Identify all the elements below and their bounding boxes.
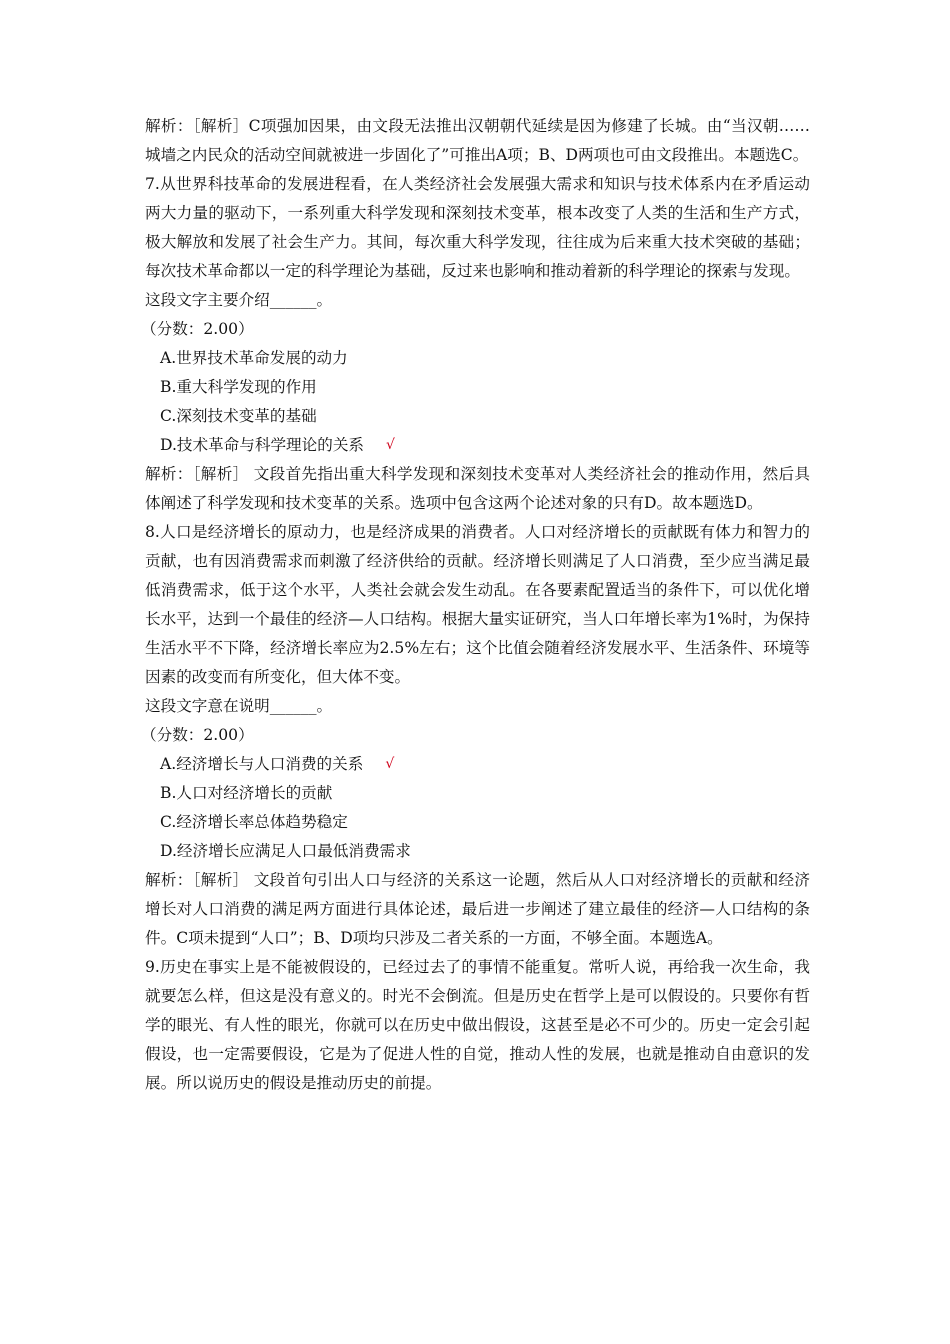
q7-option-d[interactable] xyxy=(145,431,810,460)
q8-option-d-label: D.经济增长应满足人口最低消费需求 xyxy=(160,842,411,860)
q8-option-a-label: A.经济增长与人口消费的关系 xyxy=(160,755,364,773)
q8-option-b[interactable] xyxy=(145,779,810,808)
q7-option-c-label: C.深刻技术变革的基础 xyxy=(160,407,317,425)
q7-option-b-label: B.重大科学发现的作用 xyxy=(160,378,317,396)
q7-question: 这段文字主要介绍______。 xyxy=(145,291,333,309)
q8-analysis: 解析：［解析］ 文段首句引出人口与经济的关系这一论题，然后从人口对经济增长的贡献和经济增长对人口消费的满足两方面进行具体论述，最后进一步阐述了建立最佳的经济—人口结构的条件。C项未提到“人口”；B、D项均只涉及二者关系的一方面，不够全面。本题选A。 xyxy=(145,871,810,947)
q7-stem: 7.从世界科技革命的发展进程看，在人类经济社会发展强大需求和知识与技术体系内在矛盾运动两大力量的驱动下，一系列重大科学发现和深刻技术变革，根本改变了人类的生活和生产方式，极大解放和发展了社会生产力。其间，每次重大科学发现，往往成为后来重大技术突破的基础；每次技术革命都以一定的科学理论为基础，反过来也影响和推动着新的科学理论的探索与发现。 xyxy=(145,175,810,280)
q8-option-c-label: C.经济增长率总体趋势稳定 xyxy=(160,813,348,831)
q8-score: （分数：2.00） xyxy=(141,726,254,744)
q7-score: （分数：2.00） xyxy=(141,320,254,338)
q8-question: 这段文字意在说明______。 xyxy=(145,697,333,715)
document-page xyxy=(141,112,810,1098)
q8-option-a[interactable] xyxy=(145,750,810,779)
q8-option-b-label: B.人口对经济增长的贡献 xyxy=(160,784,333,802)
q7-analysis: 解析：［解析］ 文段首先指出重大科学发现和深刻技术变革对人类经济社会的推动作用，然后具体阐述了科学发现和技术变革的关系。选项中包含这两个论述对象的只有D。故本题选D。 xyxy=(145,465,810,512)
q8-option-d[interactable] xyxy=(145,837,810,866)
q9-stem: 9.历史在事实上是不能被假设的，已经过去了的事情不能重复。常听人说，再给我一次生命，我就要怎么样，但这是没有意义的。时光不会倒流。但是历史在哲学上是可以假设的。只要你有哲学的眼光、有人性的眼光，你就可以在历史中做出假设，这甚至是必不可少的。历史一定会引起假设，也一定需要假设，它是为了促进人性的自觉，推动人性的发展，也就是推动自由意识的发展。所以说历史的假设是推动历史的前提。 xyxy=(145,958,810,1092)
correct-check-icon: √ xyxy=(385,756,395,772)
q8-option-c[interactable] xyxy=(145,808,810,837)
q7-option-a-label: A.世界技术革命发展的动力 xyxy=(160,349,348,367)
q7-option-b[interactable] xyxy=(145,373,810,402)
q7-option-d-label: D.技术革命与科学理论的关系 xyxy=(160,436,365,454)
correct-check-icon: √ xyxy=(386,437,395,453)
q6-analysis: 解析：［解析］C项强加因果，由文段无法推出汉朝朝代延续是因为修建了长城。由“当汉朝……城墙之内民众的活动空间就被进一步固化了”可推出A项；B、D两项也可由文段推出。本题选C。 xyxy=(145,117,810,164)
q8-stem: 8.人口是经济增长的原动力，也是经济成果的消费者。人口对经济增长的贡献既有体力和智力的贡献，也有因消费需求而刺激了经济供给的贡献。经济增长则满足了人口消费，至少应当满足最低消费需求，低于这个水平，人类社会就会发生动乱。在各要素配置适当的条件下，可以优化增长水平，达到一个最佳的经济—人口结构。根据大量实证研究，当人口年增长率为1%时，为保持生活水平不下降，经济增长率应为2.5%左右；这个比值会随着经济发展水平、生活条件、环境等因素的改变而有所变化，但大体不变。 xyxy=(145,523,810,686)
q7-option-c[interactable] xyxy=(145,402,810,431)
q7-option-a[interactable] xyxy=(145,344,810,373)
